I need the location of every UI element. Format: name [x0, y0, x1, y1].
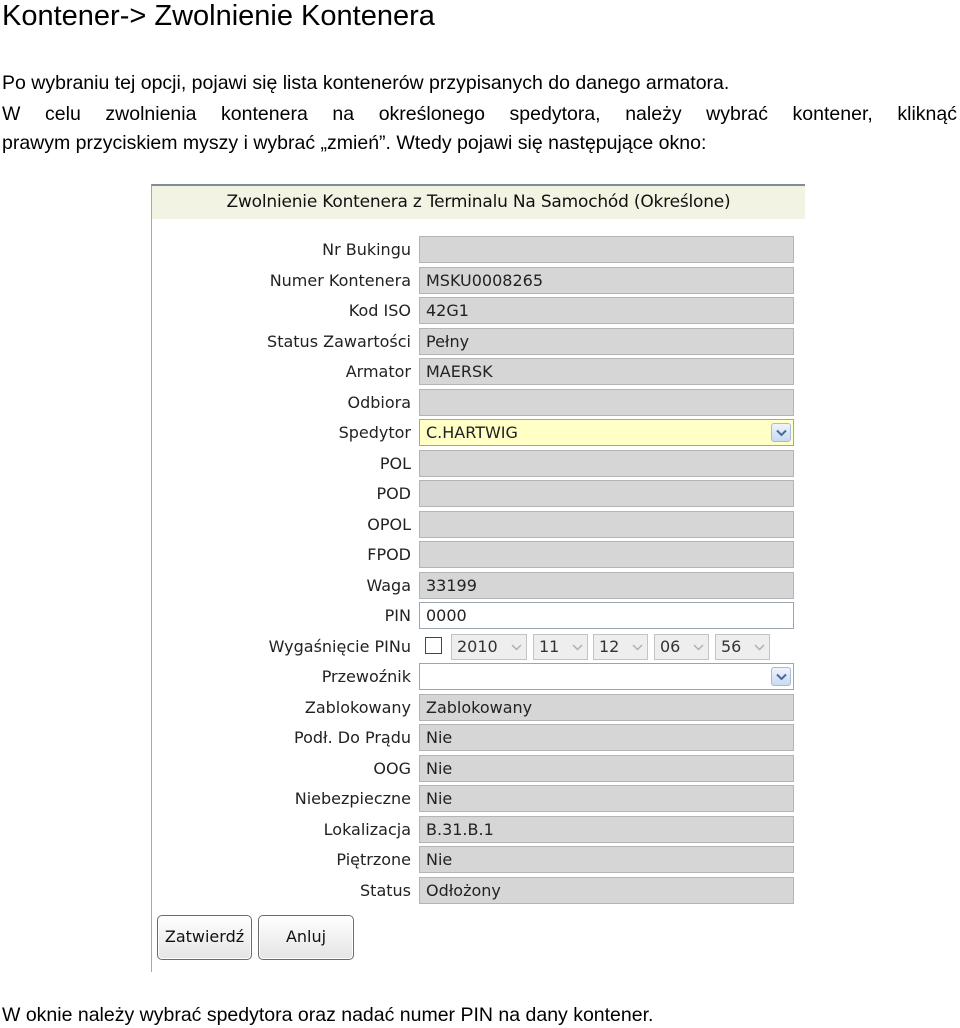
- row-content-status: [152, 327, 805, 356]
- container-number-field: MSKU0008265: [419, 267, 794, 294]
- row-pin: [152, 601, 805, 630]
- row-pickup: [152, 388, 805, 417]
- field-label: Nr Bukingu: [322, 240, 411, 259]
- day-value: 12: [599, 636, 620, 656]
- forwarder-value: C.HARTWIG: [426, 423, 518, 442]
- paragraph-summary: W oknie należy wybrać spedytora oraz nadać numer PIN na dany kontener.: [2, 1004, 654, 1026]
- year-select[interactable]: [451, 634, 527, 660]
- minute-select[interactable]: [715, 634, 770, 660]
- field-label: Piętrzone: [336, 850, 411, 869]
- oog-field: Nie: [419, 755, 794, 782]
- year-value: 2010: [457, 636, 498, 656]
- cancel-button[interactable]: Anluj: [258, 915, 354, 960]
- content-status-field: Pełny: [419, 328, 794, 355]
- field-label: Podł. Do Prądu: [294, 728, 411, 747]
- row-location: [152, 815, 805, 844]
- chevron-down-icon[interactable]: [771, 667, 791, 686]
- stacked-field: Nie: [419, 846, 794, 873]
- hour-value: 06: [660, 636, 681, 656]
- document-title: Kontener-> Zwolnienie Kontenera: [2, 0, 435, 32]
- booking-number-field: [419, 236, 794, 263]
- row-booking-number: [152, 235, 805, 264]
- hour-select[interactable]: [654, 634, 709, 660]
- field-label: Kod ISO: [348, 301, 411, 320]
- row-oog: [152, 754, 805, 783]
- release-container-dialog: [151, 184, 805, 972]
- day-select[interactable]: [593, 634, 648, 660]
- minute-value: 56: [721, 636, 742, 656]
- row-dangerous: [152, 784, 805, 813]
- field-label: Przewoźnik: [321, 667, 411, 686]
- field-label: Status Zawartości: [267, 331, 411, 351]
- dangerous-field: Nie: [419, 785, 794, 812]
- opol-field: [419, 511, 794, 538]
- pol-field: [419, 450, 794, 477]
- field-label: POL: [379, 453, 411, 473]
- weight-field: 33199: [419, 572, 794, 599]
- chevron-down-icon: [511, 644, 522, 651]
- paragraph-instructions: W celu zwolnienia kontenera na określonego spedytora, należy wybrać kontener, kliknąć: [2, 103, 957, 125]
- field-label: FPOD: [367, 545, 411, 564]
- dialog-title: Zwolnienie Kontenera z Terminalu Na Samochód (Określone): [152, 186, 805, 219]
- pickup-field: [419, 389, 794, 416]
- row-opol: [152, 510, 805, 539]
- row-stacked: [152, 845, 805, 874]
- row-power: [152, 723, 805, 752]
- row-weight: [152, 571, 805, 600]
- paragraph-instructions-cont: prawym przyciskiem myszy i wybrać „zmień”. Wtedy pojawi się następujące okno:: [2, 132, 707, 154]
- field-label: Wygaśnięcie PINu: [268, 636, 411, 656]
- confirm-button[interactable]: Zatwierdź: [157, 915, 252, 960]
- chevron-down-icon: [693, 644, 704, 651]
- row-status: [152, 876, 805, 905]
- pin-expiry-checkbox[interactable]: [425, 637, 442, 654]
- field-label: Niebezpieczne: [294, 789, 411, 808]
- blocked-field: Zablokowany: [419, 694, 794, 721]
- row-fpod: [152, 540, 805, 569]
- fpod-field: [419, 541, 794, 568]
- row-pol: [152, 449, 805, 478]
- field-label: Zablokowany: [304, 697, 411, 717]
- field-label: Numer Kontenera: [269, 270, 411, 290]
- shipping-line-field: MAERSK: [419, 358, 794, 385]
- field-label: Waga: [366, 575, 411, 595]
- field-label: POD: [376, 484, 411, 503]
- row-container-number: [152, 266, 805, 295]
- month-value: 11: [539, 636, 560, 656]
- field-label: Status: [360, 880, 411, 900]
- power-connected-field: Nie: [419, 724, 794, 751]
- row-carrier-line: [152, 357, 805, 386]
- status-field: Odłożony: [419, 877, 794, 904]
- field-label: Armator: [345, 362, 411, 381]
- field-label: Odbiora: [347, 392, 411, 412]
- field-label: PIN: [384, 606, 411, 625]
- row-pod: [152, 479, 805, 508]
- field-label: Spedytor: [338, 423, 411, 442]
- field-label: OOG: [373, 758, 411, 778]
- month-select[interactable]: [533, 634, 588, 660]
- chevron-down-icon: [754, 644, 765, 651]
- chevron-down-icon[interactable]: [771, 423, 791, 442]
- row-haulier: [152, 662, 805, 691]
- chevron-down-icon: [572, 644, 583, 651]
- forwarder-select[interactable]: [419, 419, 794, 446]
- location-field: B.31.B.1: [419, 816, 794, 843]
- iso-code-field: 42G1: [419, 297, 794, 324]
- chevron-down-icon: [632, 644, 643, 651]
- haulier-select[interactable]: [419, 663, 794, 690]
- row-blocked: [152, 693, 805, 722]
- pod-field: [419, 480, 794, 507]
- row-forwarder: [152, 418, 805, 447]
- pin-input[interactable]: 0000: [419, 602, 794, 629]
- field-label: Lokalizacja: [323, 819, 411, 839]
- row-iso-code: [152, 296, 805, 325]
- paragraph-intro: Po wybraniu tej opcji, pojawi się lista kontenerów przypisanych do danego armatora.: [2, 72, 730, 94]
- field-label: OPOL: [367, 514, 411, 534]
- row-pin-expiry: [152, 632, 805, 661]
